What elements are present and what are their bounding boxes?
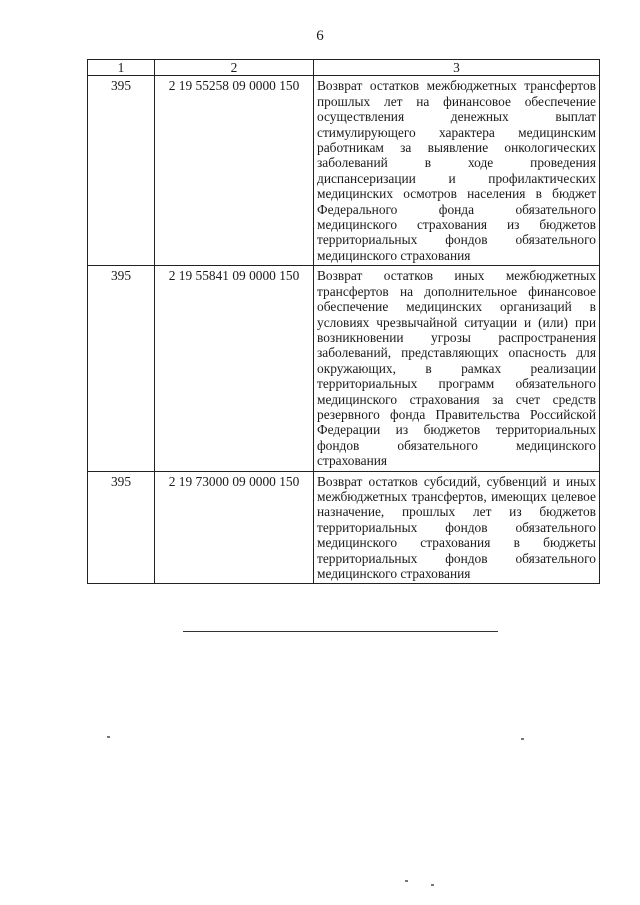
admin-code-cell: 395 — [88, 266, 155, 471]
scan-speck — [405, 880, 408, 882]
table-row — [88, 266, 600, 471]
kbk-code-cell: 2 19 55258 09 0000 150 — [155, 76, 314, 266]
page-number: 6 — [316, 28, 324, 44]
description-cell: Возврат остатков межбюджетных трансфертов прошлых лет на финансовое обеспечение осуществления денежных выплат стимулирующего характера медицинским работникам за выявление онкологических заболеваний в ходе проведения диспансеризации и профилактических медицинских осмотров населения в бюджет Федерального фонда обязательного медицинского страхования из бюджетов территориальных фондов обязательного медицинского страхования — [314, 76, 600, 266]
table-header-row — [88, 60, 600, 76]
scan-speck — [107, 736, 110, 738]
kbk-code-cell: 2 19 73000 09 0000 150 — [155, 471, 314, 584]
table-row — [88, 471, 600, 584]
end-of-document-rule — [183, 631, 498, 632]
budget-classification-table — [87, 59, 600, 584]
column-header-2: 2 — [155, 60, 314, 76]
table-row — [88, 76, 600, 266]
scan-speck — [431, 884, 434, 886]
kbk-code-cell: 2 19 55841 09 0000 150 — [155, 266, 314, 471]
description-cell: Возврат остатков иных межбюджетных трансфертов на дополнительное финансовое обеспечение медицинских организаций в условиях чрезвычайной ситуации и (или) при возникновении угрозы распространения заболеваний, представляющих опасность для окружающих, в рамках реализации территориальных программ обязательного медицинского страхования за счет средств резервного фонда Правительства Российской Федерации из бюджетов территориальных фондов обязательного медицинского страхования — [314, 266, 600, 471]
admin-code-cell: 395 — [88, 76, 155, 266]
description-cell: Возврат остатков субсидий, субвенций и иных межбюджетных трансфертов, имеющих целевое назначение, прошлых лет из бюджетов территориальных фондов обязательного медицинского страхования в бюджеты территориальных фондов обязательного медицинского страхования — [314, 471, 600, 584]
column-header-3: 3 — [314, 60, 600, 76]
admin-code-cell: 395 — [88, 471, 155, 584]
scan-speck — [521, 738, 524, 740]
column-header-1: 1 — [88, 60, 155, 76]
